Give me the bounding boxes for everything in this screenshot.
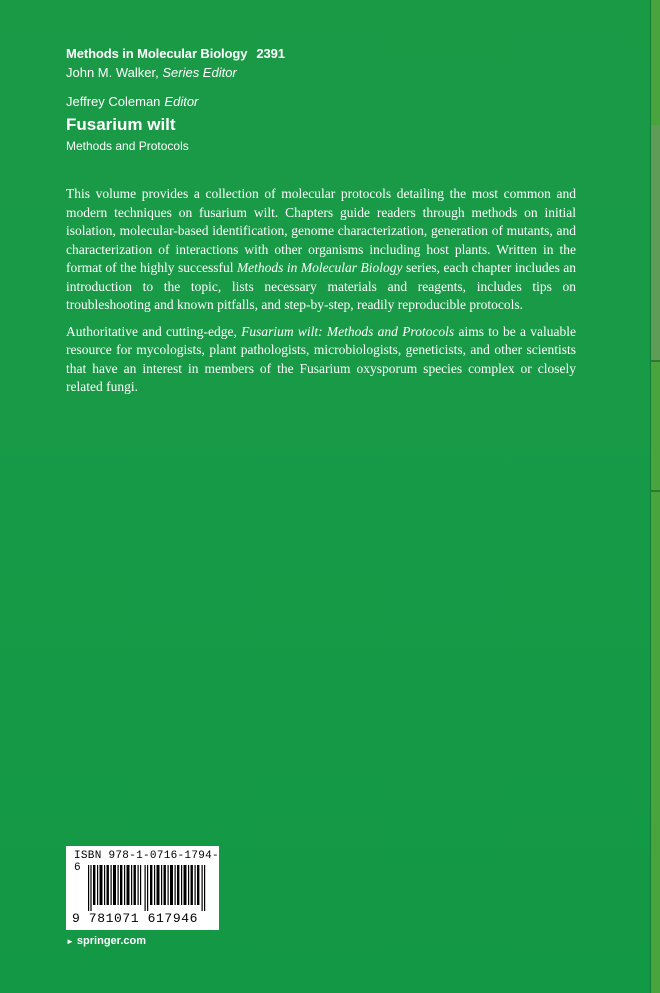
barcode-icon xyxy=(88,865,206,911)
arrow-right-icon: ► xyxy=(66,936,74,946)
description-paragraph-2 xyxy=(66,323,576,397)
description-text-cont: series, each chapter includes an introduction to the topic, lists necessary materials and reagents, includes tips on troubleshooting and known pitfalls, and step-by-step, readily reproducible protocols. xyxy=(66,260,577,312)
description-text-2: Authoritative and cutting-edge, xyxy=(66,323,242,339)
book-title-italic: Fusarium wilt: Methods and Protocols xyxy=(241,323,455,339)
publisher-link[interactable] xyxy=(66,935,146,947)
description xyxy=(66,185,576,405)
publisher-url: springer.com xyxy=(76,935,146,947)
isbn-barcode xyxy=(66,846,219,930)
series-editor-role: Series Editor xyxy=(162,65,237,80)
book-editor-name: Jeffrey Coleman xyxy=(66,94,161,109)
spine-band xyxy=(650,125,660,360)
spine-divider xyxy=(650,360,660,362)
book-editor-role: Editor xyxy=(164,94,199,109)
description-text-2-cont: aims to be a valuable resource for mycologists, plant pathologists, microbiologists, geneticists, and other scientists that have an interest in members of the Fusarium oxysporum species complex or closely related fungi. xyxy=(66,323,576,394)
barcode-digits: 9 781071 617946 xyxy=(72,911,199,926)
series-title xyxy=(66,46,285,61)
description-text: This volume provides a collection of molecular protocols detailing the most common and modern techniques on fusarium wilt. Chapters guide readers through methods on initial isolation, molecular-based identification, genome characterization, generation of mutants, and characterization of interactions with other organisms including host plants. Written in the format of the highly successful xyxy=(66,186,576,275)
spine-divider-lower xyxy=(650,490,660,492)
book-subtitle: Methods and Protocols xyxy=(66,139,189,153)
series-editor-name: John M. Walker, xyxy=(66,65,159,80)
series-editor xyxy=(66,65,237,80)
book-editor xyxy=(66,94,198,109)
isbn-label: ISBN 978-1-0716-1794-6 xyxy=(74,850,219,874)
series-number: 2391 xyxy=(256,46,285,61)
spine-edge xyxy=(650,0,651,993)
description-paragraph-1 xyxy=(66,185,576,315)
book-title: Fusarium wilt xyxy=(66,115,176,134)
series-name: Methods in Molecular Biology xyxy=(66,46,248,61)
series-name-italic: Methods in Molecular Biology xyxy=(236,260,403,275)
